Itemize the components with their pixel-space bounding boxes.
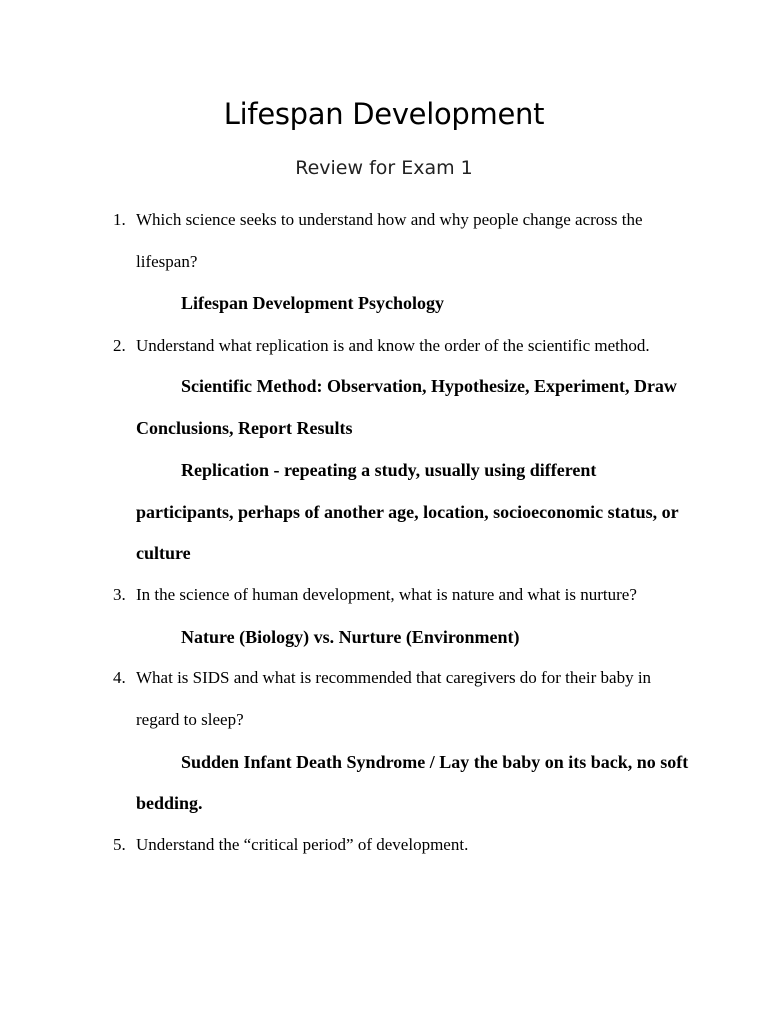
question-line: What is SIDS and what is recommended that caregivers do for their baby in bbox=[136, 668, 652, 687]
answer-line: Replication - repeating a study, usually using different bbox=[181, 460, 597, 480]
answer-line: Lifespan Development Psychology bbox=[181, 293, 444, 313]
answer-line: Conclusions, Report Results bbox=[136, 418, 353, 438]
page-title: Lifespan Development bbox=[223, 97, 545, 131]
item-number: 5. bbox=[113, 835, 126, 854]
item-number: 1. bbox=[113, 210, 126, 229]
answer-line: Scientific Method: Observation, Hypothesize, Experiment, Draw bbox=[181, 376, 677, 396]
item-number: 3. bbox=[113, 585, 126, 604]
question-line: In the science of human development, what is nature and what is nurture? bbox=[136, 585, 637, 604]
answer-line: bedding. bbox=[136, 793, 203, 813]
answer-line: Sudden Infant Death Syndrome / Lay the baby on its back, no soft bbox=[181, 752, 689, 772]
answer-line: Nature (Biology) vs. Nurture (Environment) bbox=[181, 627, 520, 647]
item-number: 4. bbox=[113, 668, 126, 687]
question-line: Which science seeks to understand how and why people change across the bbox=[136, 210, 643, 229]
page-subtitle: Review for Exam 1 bbox=[295, 157, 473, 179]
answer-line: culture bbox=[136, 543, 191, 563]
question-line: lifespan? bbox=[136, 252, 198, 271]
question-line: Understand what replication is and know the order of the scientific method. bbox=[136, 336, 650, 355]
item-number: 2. bbox=[113, 336, 126, 355]
question-line: regard to sleep? bbox=[136, 710, 244, 729]
question-line: Understand the “critical period” of development. bbox=[136, 835, 469, 854]
answer-line: participants, perhaps of another age, location, socioeconomic status, or bbox=[136, 502, 679, 522]
